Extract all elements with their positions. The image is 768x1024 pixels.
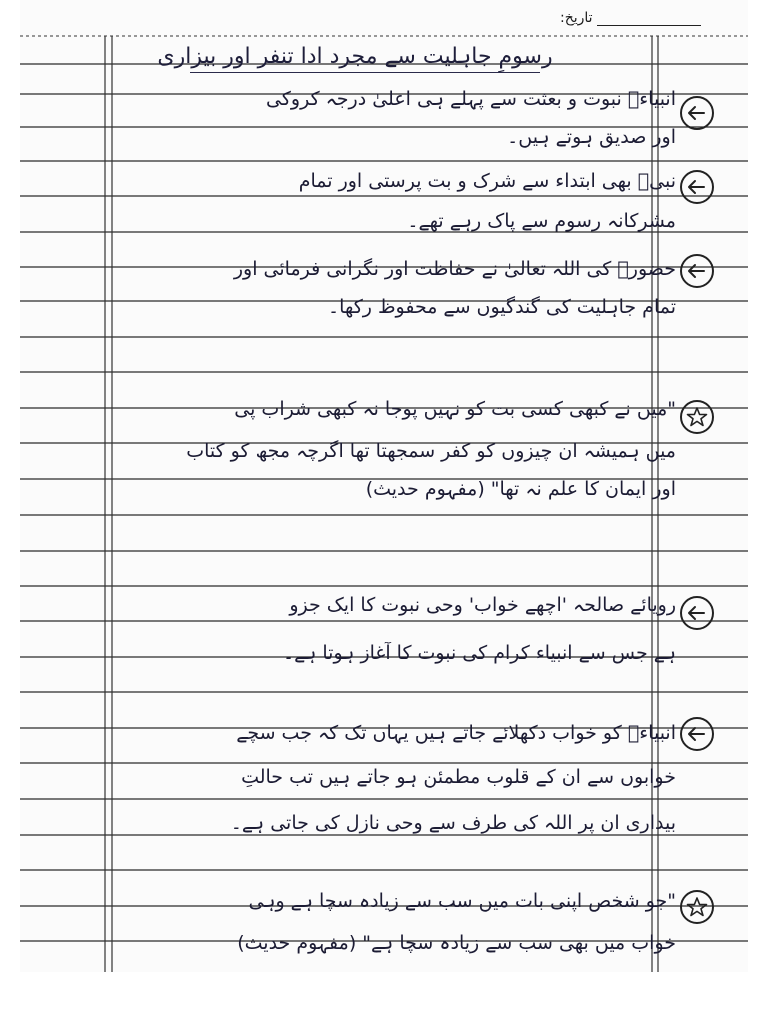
- arrow-icon: [680, 96, 714, 130]
- arrow-icon: [680, 717, 714, 751]
- date-blank-line: [597, 13, 701, 26]
- note-line: بیداری ان پر اللہ کی طرف سے وحی نازل کی جاتی ہے۔: [230, 812, 676, 834]
- star-icon: [680, 400, 714, 434]
- note-line: اور ایمان کا علم نہ تھا" (مفہومِ حدیث): [365, 478, 676, 500]
- title-underline: [190, 72, 540, 73]
- note-line: حضورؐ کی اللہ تعالیٰ نے حفاظت اور نگرانی فرمائی اور: [233, 258, 676, 280]
- arrow-icon: [680, 254, 714, 288]
- note-line: "میں نے کبھی کسی بت کو نہیں پوجا نہ کبھی شراب پی: [234, 398, 676, 420]
- note-line: انبیاءؑ نبوت و بعثت سے پہلے ہی اعلیٰ درجہ کروکی: [266, 88, 676, 110]
- note-line: مشرکانہ رسوم سے پاک رہے تھے۔: [407, 210, 676, 232]
- date-label: تاریخ:: [560, 10, 593, 26]
- note-line: خوابوں سے ان کے قلوب مطمئن ہو جاتے ہیں تب حالتِ: [241, 766, 676, 788]
- arrow-icon: [680, 596, 714, 630]
- note-line: ہے جس سے انبیاء کرام کی نبوت کا آغاز ہوتا ہے۔: [282, 642, 676, 664]
- note-line: رویائے صالحہ 'اچھے خواب' وحی نبوت کا ایک جزو: [289, 594, 676, 616]
- note-line: انبیاءؑ کو خواب دکھلائے جاتے ہیں یہاں تک کہ جب سچے: [236, 722, 676, 744]
- note-line: نبیؐ بھی ابتداء سے شرک و بت پرستی اور تمام: [298, 170, 676, 192]
- note-line: اور صدیق ہوتے ہیں۔: [507, 126, 676, 148]
- page-bottom-margin: [0, 972, 768, 1024]
- star-icon: [680, 890, 714, 924]
- date-field: [560, 4, 740, 26]
- note-line: "جو شخص اپنی بات میں سب سے زیادہ سچا ہے وہی: [248, 890, 676, 912]
- arrow-icon: [680, 170, 714, 204]
- note-line: میں ہمیشہ ان چیزوں کو کفر سمجھتا تھا اگرچہ مجھ کو کتاب: [186, 440, 676, 462]
- note-line: تمام جاہلیت کی گندگیوں سے محفوظ رکھا۔: [328, 296, 676, 318]
- page-title: رسومِ جاہلیت سے مجرد ادا تنفر اور بیزاری: [157, 44, 553, 69]
- note-line: خواب میں بھی سب سے زیادہ سچا ہے" (مفہومِ حدیث): [237, 932, 676, 954]
